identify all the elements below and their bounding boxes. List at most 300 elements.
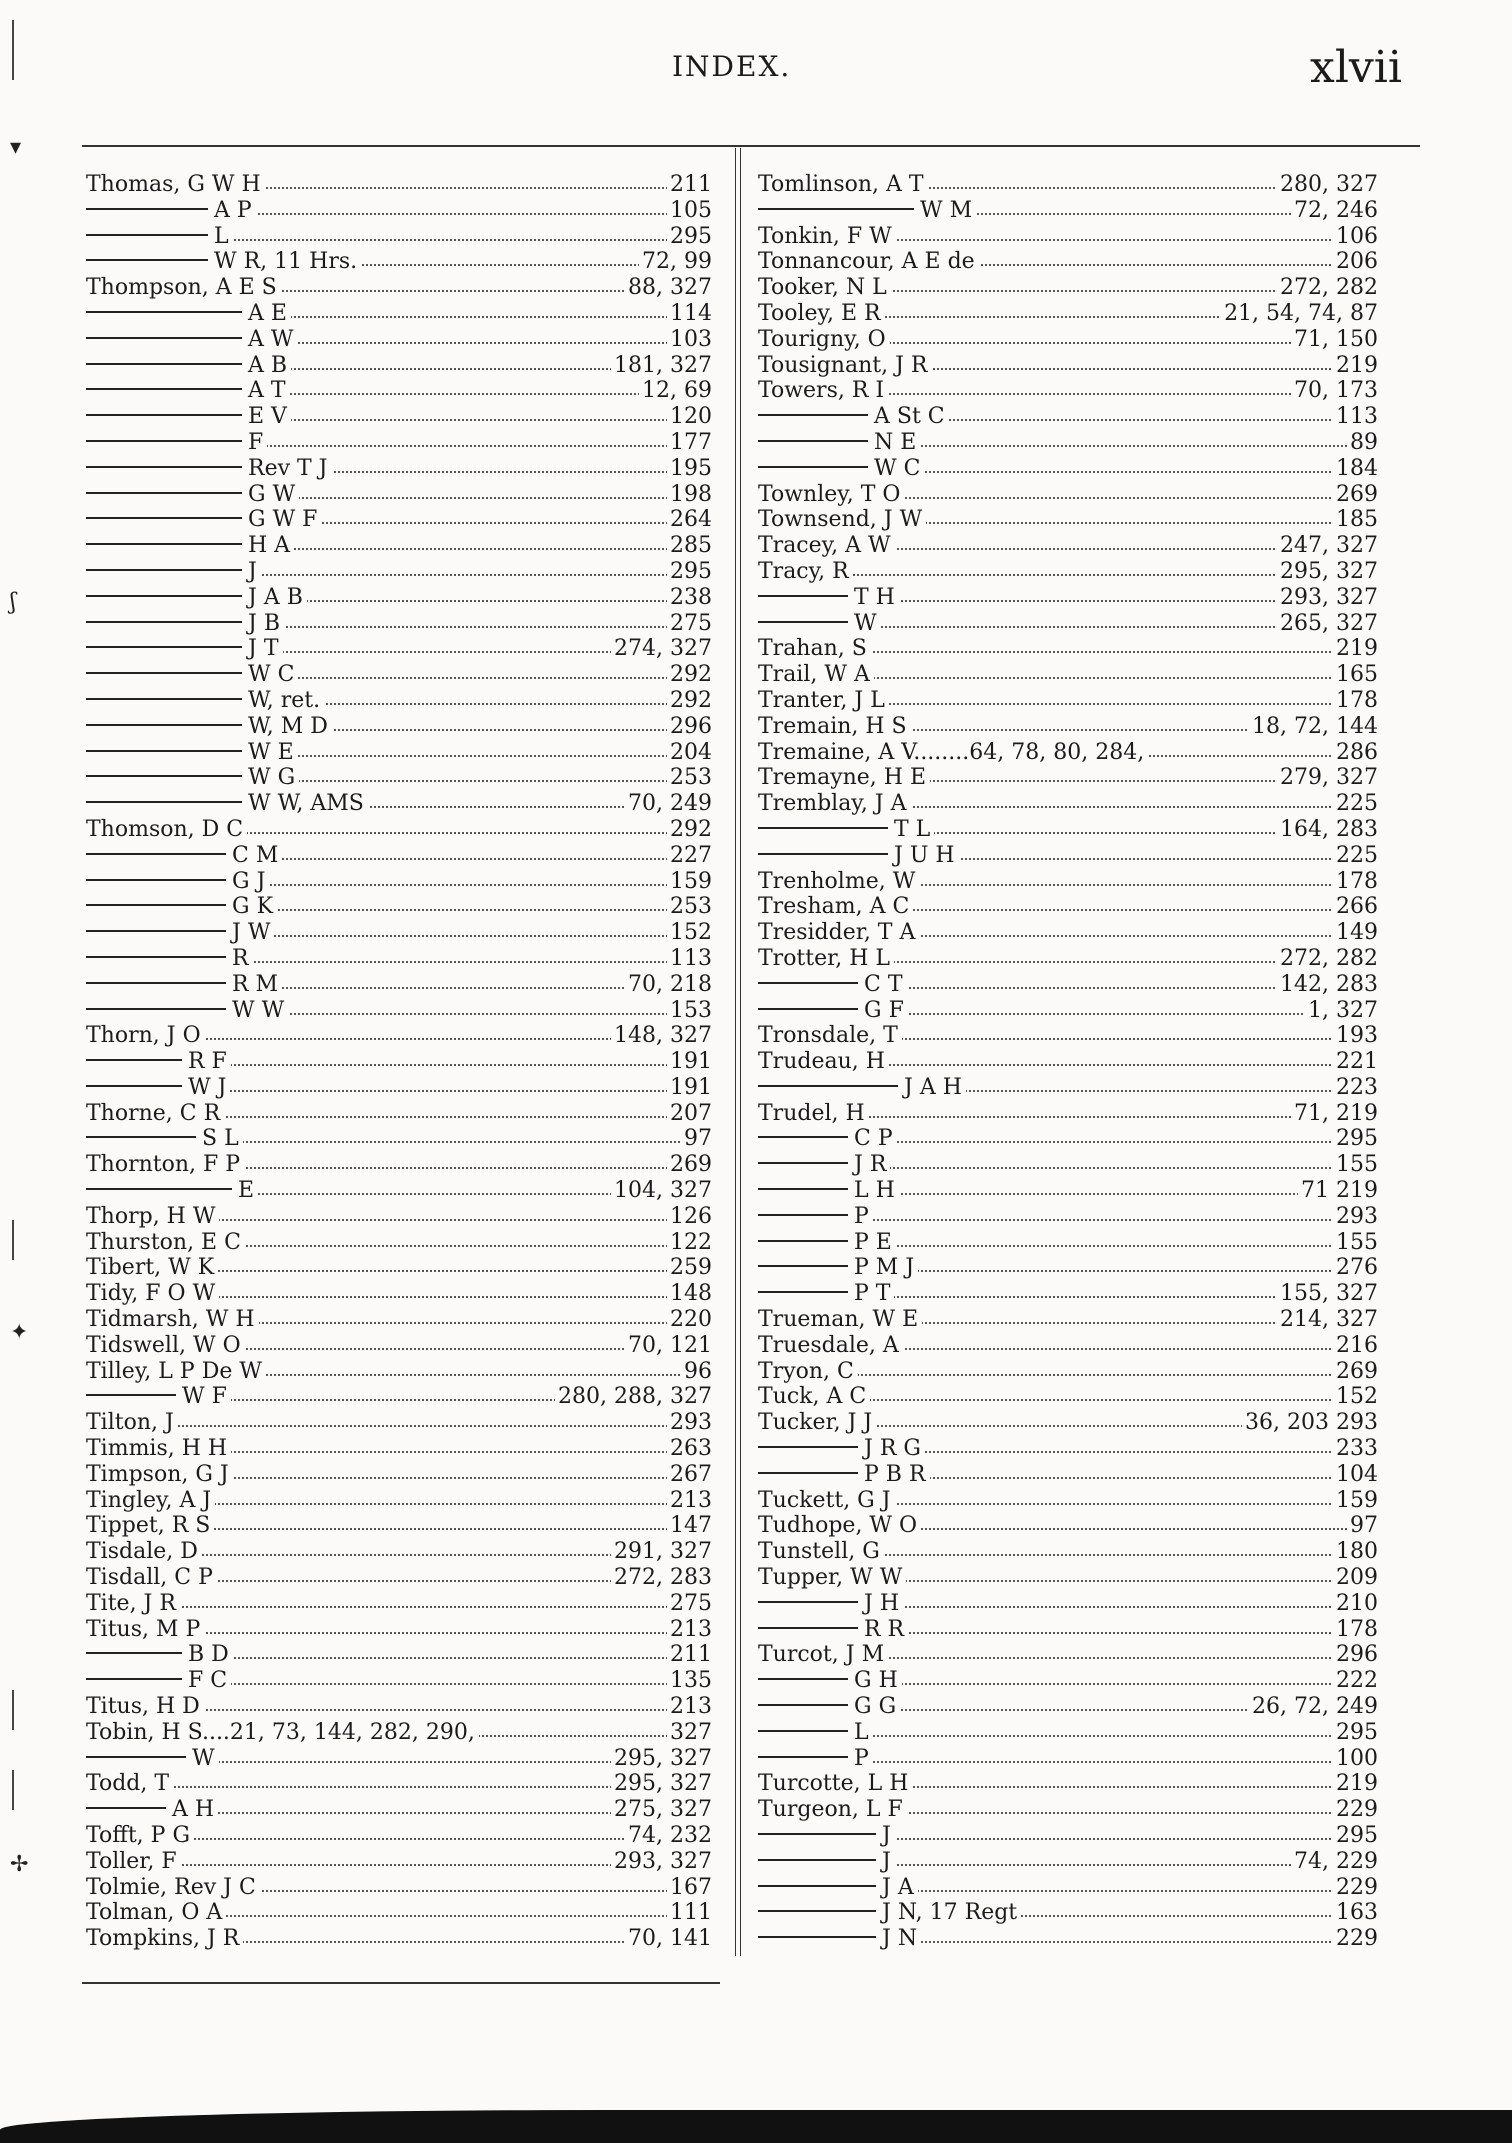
entry-text: Turcotte, L H bbox=[758, 1771, 909, 1797]
entry-page-refs: 269 bbox=[1333, 482, 1378, 508]
entry-name bbox=[86, 1539, 202, 1565]
entry-name bbox=[758, 1771, 912, 1797]
entry-page-refs: 88, 327 bbox=[625, 275, 712, 301]
entry-text: Tisdall, C P bbox=[86, 1565, 213, 1591]
ditto-dash bbox=[86, 466, 242, 468]
index-entry bbox=[758, 714, 1378, 740]
entry-name bbox=[86, 1900, 226, 1926]
entry-text: W G bbox=[248, 765, 296, 791]
entry-name bbox=[758, 791, 911, 817]
entry-name bbox=[758, 843, 959, 869]
entry-page-refs: 259 bbox=[667, 1255, 712, 1281]
entry-name bbox=[758, 662, 874, 688]
index-entry bbox=[758, 585, 1378, 611]
index-entry bbox=[758, 1797, 1378, 1823]
entry-text: Tuckett, G J bbox=[758, 1487, 891, 1513]
ditto-dash bbox=[758, 440, 868, 442]
index-entry bbox=[86, 1565, 712, 1591]
entry-name bbox=[758, 920, 919, 946]
entry-name bbox=[86, 1513, 214, 1539]
ditto-dash bbox=[86, 569, 242, 571]
ditto-dash bbox=[86, 1678, 182, 1680]
index-entry bbox=[86, 765, 712, 791]
entry-text: W C bbox=[248, 662, 295, 688]
entry-name bbox=[86, 1204, 219, 1230]
entry-page-refs: 211 bbox=[667, 172, 712, 198]
entry-text: G G bbox=[854, 1694, 897, 1720]
entry-text: A T bbox=[248, 378, 286, 404]
entry-name bbox=[758, 714, 911, 740]
ditto-dash bbox=[758, 1756, 848, 1758]
entry-name bbox=[758, 972, 907, 998]
entry-page-refs: 178 bbox=[1333, 869, 1378, 895]
entry-name bbox=[86, 430, 267, 456]
entry-text: J T bbox=[248, 636, 279, 662]
entry-page-refs: 155 bbox=[1333, 1152, 1378, 1178]
index-entry bbox=[86, 1462, 712, 1488]
entry-text: P B R bbox=[864, 1461, 926, 1487]
entry-text: Tonkin, F W bbox=[758, 223, 892, 249]
entry-page-refs: 71, 219 bbox=[1291, 1101, 1378, 1127]
entry-page-refs: 285 bbox=[667, 533, 712, 559]
entry-text: E V bbox=[248, 404, 287, 430]
ditto-dash bbox=[86, 1807, 166, 1809]
entry-name bbox=[758, 894, 913, 920]
entry-page-refs: 184 bbox=[1333, 456, 1378, 482]
entry-name bbox=[86, 1075, 230, 1101]
entry-page-refs: 152 bbox=[667, 920, 712, 946]
entry-page-refs: 113 bbox=[667, 946, 712, 972]
entry-page-refs: 70, 249 bbox=[625, 791, 712, 817]
entry-name bbox=[86, 1281, 219, 1307]
entry-name bbox=[86, 1849, 181, 1875]
entry-text: Trail, W A bbox=[758, 662, 870, 688]
index-entry bbox=[758, 1281, 1378, 1307]
entry-name bbox=[758, 1333, 903, 1359]
entry-page-refs: 279, 327 bbox=[1277, 765, 1378, 791]
entry-page-refs: 198 bbox=[667, 482, 712, 508]
index-entry bbox=[86, 1255, 712, 1281]
entry-text: Thomson, D C bbox=[86, 816, 244, 842]
entry-page-refs: 222 bbox=[1333, 1668, 1378, 1694]
entry-text: Tonnancour, A E de bbox=[758, 249, 975, 275]
entry-name bbox=[86, 585, 307, 611]
entry-text: R bbox=[232, 945, 249, 971]
entry-name bbox=[86, 1823, 194, 1849]
entry-name bbox=[86, 843, 282, 869]
entry-name bbox=[758, 998, 908, 1024]
ditto-dash bbox=[86, 440, 242, 442]
entry-page-refs: 153 bbox=[667, 998, 712, 1024]
entry-text: A P bbox=[214, 197, 252, 223]
ditto-dash bbox=[86, 337, 242, 339]
entry-page-refs: 71 219 bbox=[1298, 1178, 1378, 1204]
page-number: xlvii bbox=[1310, 42, 1402, 93]
index-entry bbox=[758, 533, 1378, 559]
ditto-dash bbox=[86, 1756, 186, 1758]
entry-name bbox=[758, 1797, 907, 1823]
entry-text: G F bbox=[864, 997, 904, 1023]
entry-text: W bbox=[854, 610, 877, 636]
index-entry bbox=[86, 275, 712, 301]
ditto-dash bbox=[86, 208, 208, 210]
entry-page-refs: 229 bbox=[1333, 1797, 1378, 1823]
entry-name bbox=[86, 688, 324, 714]
entry-text: Trahan, S bbox=[758, 636, 867, 662]
entry-text: Thompson, A E S bbox=[86, 275, 277, 301]
ditto-dash bbox=[86, 982, 226, 984]
entry-name bbox=[758, 1152, 890, 1178]
entry-text: Trudel, H bbox=[758, 1100, 865, 1126]
entry-page-refs: 291, 327 bbox=[611, 1539, 712, 1565]
index-entry bbox=[758, 1720, 1378, 1746]
entry-name bbox=[86, 507, 321, 533]
entry-page-refs: 210 bbox=[1333, 1591, 1378, 1617]
entry-page-refs: 181, 327 bbox=[611, 353, 712, 379]
entry-text: A St C bbox=[874, 404, 945, 430]
margin-line bbox=[12, 1690, 14, 1730]
entry-name bbox=[758, 740, 1148, 766]
entry-page-refs: 97 bbox=[1347, 1513, 1378, 1539]
index-entry bbox=[86, 1281, 712, 1307]
entry-text: Tofft, P G bbox=[86, 1823, 191, 1848]
entry-page-refs: 280, 327 bbox=[1277, 172, 1378, 198]
index-entry bbox=[86, 1126, 712, 1152]
entry-page-refs: 163 bbox=[1333, 1900, 1378, 1926]
ditto-dash bbox=[758, 414, 868, 416]
entry-name bbox=[758, 1591, 903, 1617]
entry-text: Tolmie, Rev J C bbox=[86, 1874, 256, 1900]
entry-page-refs: 263 bbox=[667, 1436, 712, 1462]
entry-page-refs: 293 bbox=[1333, 1204, 1378, 1230]
entry-text: P bbox=[854, 1203, 869, 1229]
index-entry bbox=[758, 920, 1378, 946]
index-entry bbox=[758, 688, 1378, 714]
entry-page-refs: 111 bbox=[667, 1900, 712, 1926]
index-entry bbox=[86, 559, 712, 585]
index-entry bbox=[758, 791, 1378, 817]
index-entry bbox=[86, 1849, 712, 1875]
ditto-dash bbox=[86, 1008, 226, 1010]
column-divider bbox=[735, 148, 741, 1956]
index-entry bbox=[86, 327, 712, 353]
index-entry bbox=[758, 1694, 1378, 1720]
entry-page-refs: 106 bbox=[1333, 224, 1378, 250]
entry-text: L H bbox=[854, 1178, 895, 1204]
index-entry bbox=[86, 1797, 712, 1823]
ditto-dash bbox=[86, 775, 242, 777]
index-entry bbox=[86, 1771, 712, 1797]
index-entry bbox=[86, 740, 712, 766]
entry-name bbox=[758, 585, 899, 611]
entry-page-refs: 280, 288, 327 bbox=[555, 1384, 712, 1410]
ditto-dash bbox=[86, 543, 242, 545]
entry-name bbox=[758, 353, 931, 379]
entry-text: Tuck, A C bbox=[758, 1384, 867, 1410]
entry-text: Tibert, W K bbox=[86, 1255, 215, 1281]
entry-text: N E bbox=[874, 429, 917, 455]
entry-text: Tremain, H S bbox=[758, 713, 907, 739]
entry-text: J N, 17 Regt bbox=[882, 1900, 1018, 1926]
entry-page-refs: 293, 327 bbox=[611, 1849, 712, 1875]
index-entry bbox=[758, 740, 1378, 766]
entry-page-refs: 122 bbox=[667, 1230, 712, 1256]
entry-name bbox=[86, 1462, 233, 1488]
ditto-dash bbox=[86, 879, 226, 881]
index-entry bbox=[86, 1539, 712, 1565]
ditto-dash bbox=[758, 1936, 876, 1938]
index-entry bbox=[758, 172, 1378, 198]
entry-page-refs: 295 bbox=[1333, 1126, 1378, 1152]
index-entry bbox=[86, 1513, 712, 1539]
index-entry bbox=[758, 301, 1378, 327]
entry-name bbox=[758, 224, 896, 250]
index-entry bbox=[758, 662, 1378, 688]
entry-text: W bbox=[192, 1745, 215, 1771]
entry-name bbox=[758, 611, 881, 637]
entry-text: F bbox=[248, 429, 264, 455]
index-entry bbox=[758, 1384, 1378, 1410]
entry-name bbox=[86, 1307, 259, 1333]
entry-name bbox=[86, 404, 291, 430]
entry-page-refs: 26, 72, 249 bbox=[1249, 1694, 1378, 1720]
entry-text: W, M D bbox=[248, 713, 328, 739]
entry-page-refs: 296 bbox=[1333, 1642, 1378, 1668]
entry-page-refs: 206 bbox=[1333, 249, 1378, 275]
entry-page-refs: 275, 327 bbox=[611, 1797, 712, 1823]
index-entry bbox=[758, 378, 1378, 404]
entry-text: Tourigny, O bbox=[758, 326, 886, 352]
entry-page-refs: 267 bbox=[667, 1462, 712, 1488]
entry-name bbox=[86, 172, 265, 198]
left-column bbox=[86, 172, 712, 1952]
entry-page-refs: 293, 327 bbox=[1277, 585, 1378, 611]
entry-text: Thorne, C R bbox=[86, 1100, 221, 1126]
index-entry bbox=[758, 1565, 1378, 1591]
entry-text: W, ret. bbox=[248, 687, 321, 713]
entry-page-refs: 225 bbox=[1333, 843, 1378, 869]
ditto-dash bbox=[86, 956, 226, 958]
entry-name bbox=[86, 1591, 180, 1617]
entry-name bbox=[758, 1513, 921, 1539]
entry-page-refs: 292 bbox=[667, 688, 712, 714]
entry-page-refs: 191 bbox=[667, 1075, 712, 1101]
entry-name bbox=[758, 1281, 894, 1307]
index-entry bbox=[86, 636, 712, 662]
index-entry bbox=[758, 1746, 1378, 1772]
index-entry bbox=[86, 1823, 712, 1849]
entry-name bbox=[758, 765, 930, 791]
entry-name bbox=[758, 1642, 888, 1668]
entry-text: J R bbox=[854, 1152, 887, 1178]
entry-text: Tilley, L P De W bbox=[86, 1358, 262, 1384]
entry-page-refs: 159 bbox=[1333, 1488, 1378, 1514]
entry-name bbox=[758, 1436, 925, 1462]
entry-name bbox=[758, 1075, 966, 1101]
entry-page-refs: 253 bbox=[667, 894, 712, 920]
entry-text: Tudhope, W O bbox=[758, 1513, 918, 1539]
entry-page-refs: 72, 246 bbox=[1291, 198, 1378, 224]
entry-text: W E bbox=[248, 739, 294, 765]
index-entry bbox=[758, 353, 1378, 379]
entry-text: T L bbox=[894, 816, 931, 842]
index-entry bbox=[86, 1178, 712, 1204]
ditto-dash bbox=[758, 1265, 848, 1267]
entry-name bbox=[86, 1255, 218, 1281]
index-entry bbox=[86, 456, 712, 482]
index-entry bbox=[758, 275, 1378, 301]
entry-page-refs: 36, 203 293 bbox=[1242, 1410, 1378, 1436]
entry-page-refs: 227 bbox=[667, 843, 712, 869]
entry-text: Rev T J bbox=[248, 455, 328, 481]
index-entry bbox=[86, 1436, 712, 1462]
entry-text: G W bbox=[248, 481, 296, 507]
entry-text: J H bbox=[864, 1590, 899, 1616]
ditto-dash bbox=[86, 698, 242, 700]
entry-page-refs: 219 bbox=[1333, 1771, 1378, 1797]
entry-text: W M bbox=[920, 197, 973, 223]
entry-page-refs: 229 bbox=[1333, 1926, 1378, 1952]
index-entry bbox=[86, 1101, 712, 1127]
entry-text: Tranter, J L bbox=[758, 687, 885, 713]
entry-page-refs: 74, 229 bbox=[1291, 1849, 1378, 1875]
index-entry bbox=[86, 611, 712, 637]
index-entry bbox=[86, 869, 712, 895]
ditto-dash bbox=[758, 1730, 848, 1732]
entry-page-refs: 149 bbox=[1333, 920, 1378, 946]
entry-name bbox=[758, 636, 871, 662]
entry-name bbox=[86, 1488, 215, 1514]
index-entry bbox=[758, 1023, 1378, 1049]
index-entry bbox=[758, 456, 1378, 482]
entry-text: W W bbox=[232, 997, 285, 1023]
index-entry bbox=[86, 998, 712, 1024]
index-entry bbox=[758, 1849, 1378, 1875]
entry-text: F C bbox=[188, 1668, 228, 1694]
entry-page-refs: 274, 327 bbox=[611, 636, 712, 662]
entry-name bbox=[86, 1410, 178, 1436]
entry-name bbox=[758, 249, 979, 275]
entry-page-refs: 272, 282 bbox=[1277, 275, 1378, 301]
entry-text: Tooker, N L bbox=[758, 275, 887, 301]
ditto-dash bbox=[758, 1446, 858, 1448]
entry-page-refs: 295 bbox=[1333, 1823, 1378, 1849]
entry-page-refs: 207 bbox=[667, 1101, 712, 1127]
entry-name bbox=[758, 482, 904, 508]
entry-page-refs: 213 bbox=[667, 1488, 712, 1514]
ditto-dash bbox=[86, 363, 242, 365]
index-entry bbox=[758, 404, 1378, 430]
entry-text: Trenholme, W bbox=[758, 868, 916, 894]
page-header bbox=[0, 42, 1512, 100]
index-entry bbox=[758, 1333, 1378, 1359]
ditto-dash bbox=[86, 853, 226, 855]
entry-page-refs: 225 bbox=[1333, 791, 1378, 817]
entry-page-refs: 159 bbox=[667, 869, 712, 895]
entry-page-refs: 72, 99 bbox=[639, 249, 712, 275]
index-entry bbox=[758, 1668, 1378, 1694]
entry-name bbox=[758, 1823, 895, 1849]
index-entry bbox=[758, 869, 1378, 895]
entry-text: A E bbox=[248, 300, 287, 326]
index-entry bbox=[86, 249, 712, 275]
entry-page-refs: 296 bbox=[667, 714, 712, 740]
index-entry bbox=[86, 920, 712, 946]
index-entry bbox=[86, 533, 712, 559]
entry-name bbox=[86, 456, 332, 482]
ditto-dash bbox=[86, 1652, 182, 1654]
index-entry bbox=[758, 430, 1378, 456]
index-entry bbox=[758, 972, 1378, 998]
index-entry bbox=[86, 817, 712, 843]
entry-name bbox=[86, 714, 332, 740]
entry-name bbox=[86, 1436, 231, 1462]
entry-page-refs: 105 bbox=[667, 198, 712, 224]
index-entry bbox=[86, 1204, 712, 1230]
index-entry bbox=[86, 688, 712, 714]
entry-page-refs: 148 bbox=[667, 1281, 712, 1307]
index-entry bbox=[86, 353, 712, 379]
ditto-dash bbox=[758, 1291, 848, 1293]
ditto-dash bbox=[86, 646, 242, 648]
entry-page-refs: 70, 218 bbox=[625, 972, 712, 998]
index-entry bbox=[758, 1152, 1378, 1178]
entry-name bbox=[86, 998, 288, 1024]
entry-page-refs: 155 bbox=[1333, 1230, 1378, 1256]
index-entry bbox=[86, 301, 712, 327]
entry-page-refs: 221 bbox=[1333, 1049, 1378, 1075]
entry-name bbox=[758, 1126, 897, 1152]
dot-leader bbox=[86, 1425, 712, 1427]
entry-name bbox=[758, 1178, 899, 1204]
index-entry bbox=[758, 1204, 1378, 1230]
entry-text: Tidswell, W O bbox=[86, 1332, 241, 1358]
entry-page-refs: 180 bbox=[1333, 1539, 1378, 1565]
index-entry bbox=[86, 1926, 712, 1952]
entry-text: Tippet, R S bbox=[86, 1513, 211, 1539]
margin-mark: ✢ bbox=[10, 1852, 29, 1877]
index-entry bbox=[758, 1178, 1378, 1204]
entry-text: L bbox=[214, 223, 229, 249]
entry-text: J R G bbox=[864, 1436, 921, 1462]
entry-name bbox=[86, 1797, 218, 1823]
index-entry bbox=[86, 1152, 712, 1178]
entry-text: J A H bbox=[904, 1074, 962, 1100]
entry-page-refs: 276 bbox=[1333, 1255, 1378, 1281]
index-entry bbox=[758, 1539, 1378, 1565]
entry-text: J U H bbox=[894, 842, 955, 868]
entry-text: Tupper, W W bbox=[758, 1565, 903, 1591]
entry-name bbox=[86, 946, 253, 972]
entry-page-refs: 264 bbox=[667, 507, 712, 533]
entry-name bbox=[758, 456, 924, 482]
entry-text: A W bbox=[248, 326, 294, 352]
entry-text: R R bbox=[864, 1616, 905, 1642]
index-entry bbox=[86, 585, 712, 611]
entry-text: Timmis, H H bbox=[86, 1436, 228, 1462]
index-entry bbox=[758, 1513, 1378, 1539]
entry-text: W W, AMS bbox=[248, 791, 364, 817]
entry-page-refs: 229 bbox=[1333, 1875, 1378, 1901]
entry-page-refs: 216 bbox=[1333, 1333, 1378, 1359]
entry-name bbox=[86, 1101, 224, 1127]
entry-name bbox=[86, 353, 291, 379]
ditto-dash bbox=[758, 1214, 848, 1216]
entry-name bbox=[758, 1230, 896, 1256]
entry-page-refs: 286 bbox=[1333, 740, 1378, 766]
entry-page-refs: 152 bbox=[1333, 1384, 1378, 1410]
entry-page-refs: 70, 121 bbox=[625, 1333, 712, 1359]
